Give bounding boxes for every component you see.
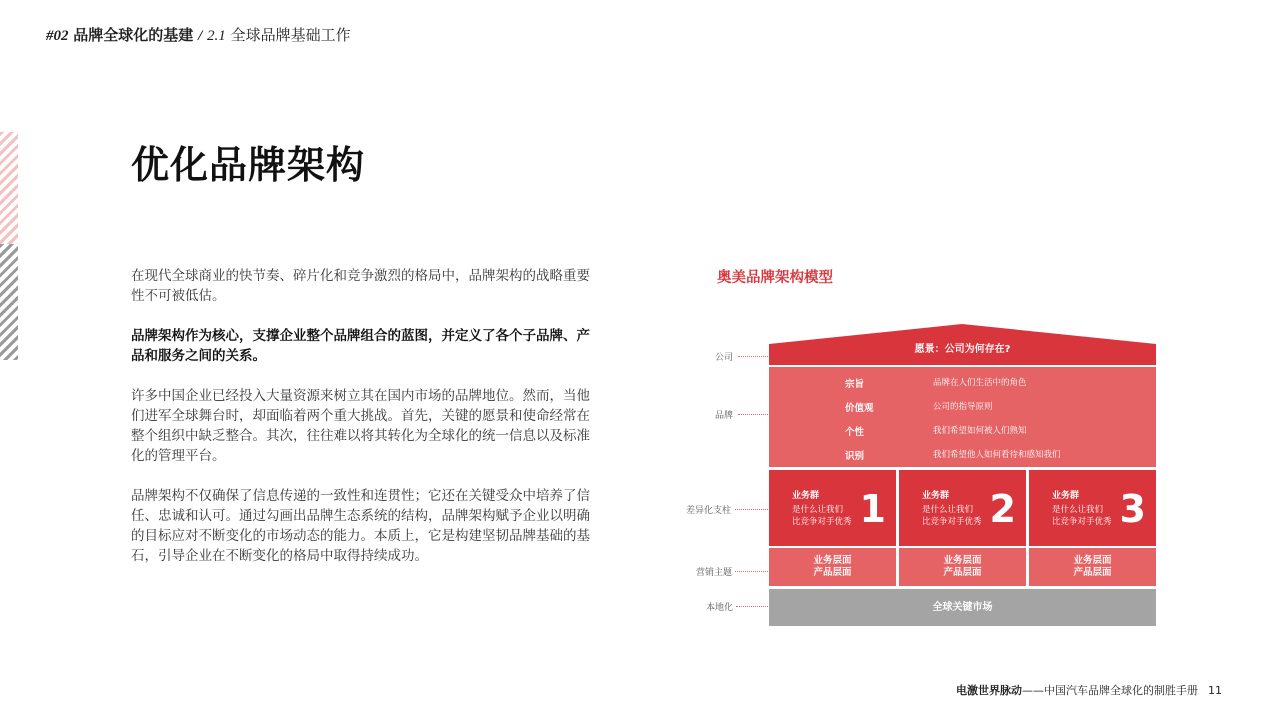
body-paragraph: 许多中国企业已经投入大量资源来树立其在国内市场的品牌地位。然而，当他们进军全球舞台时，却面临着两个重大挑战。首先，关键的愿景和使命经常在整个组织中缺乏整合。其次，往往难以将其转化为全球化的统一信息以及标准化的管理平台。 [131, 388, 590, 464]
pillar-number: 3 [1119, 487, 1146, 531]
diagram-title: 奥美品牌架构模型 [717, 270, 833, 286]
brand-row: 个性 我们希望如何被人们熟知 [845, 426, 1027, 438]
chapter-title: 品牌全球化的基建 [73, 26, 194, 44]
label-pillars: 差异化支柱 [686, 506, 732, 516]
pillar-number: 1 [859, 487, 886, 531]
page-number: 11 [1208, 684, 1222, 697]
pillar-1: 业务群 是什么让我们 比竞争对手优秀 1 [769, 470, 896, 546]
decorative-stripe-pink [0, 132, 18, 244]
footer-subtitle: ——中国汽车品牌全球化的制胜手册 [1022, 684, 1198, 697]
brand-row: 识别 我们希望他人如何看待和感知我们 [845, 450, 1061, 462]
label-company: 公司 [715, 353, 734, 363]
marketing-cell-3: 业务层面 产品层面 [1029, 548, 1156, 586]
section-title: 全球品牌基础工作 [230, 26, 351, 44]
body-text [131, 266, 599, 586]
label-connector [735, 571, 768, 572]
label-connector [736, 606, 768, 607]
footer [956, 682, 1222, 698]
brand-block [769, 367, 1156, 467]
brand-row: 宗旨 品牌在人们生活中的角色 [845, 378, 1027, 390]
label-connector [735, 509, 768, 510]
body-paragraph: 品牌架构不仅确保了信息传递的一致性和连贯性；它还在关键受众中培养了信任、忠诚和认可。通过勾画出品牌生态系统的结构，品牌架构赋予企业以明确的目标应对不断变化的市场动态的能力。本质上，它是构建坚韧品牌基础的基石，引导企业在不断变化的格局中取得持续成功。 [131, 488, 590, 564]
section-number: 2.1 [207, 28, 226, 44]
pillar-2: 业务群 是什么让我们 比竞争对手优秀 2 [899, 470, 1026, 546]
marketing-cell-1: 业务层面 产品层面 [769, 548, 896, 586]
breadcrumb [46, 24, 351, 45]
local-markets-block: 全球关键市场 [769, 589, 1156, 626]
label-connector [738, 356, 768, 357]
body-paragraph-emphasis: 品牌架构作为核心，支撑企业整个品牌组合的蓝图，并定义了各个子品牌、产品和服务之间的关系。 [131, 328, 590, 364]
brand-row: 价值观 公司的指导原则 [845, 402, 993, 414]
page-title: 优化品牌架构 [131, 143, 366, 187]
roof-vision-text: 愿景：公司为何存在? [914, 344, 1011, 355]
pillar-3: 业务群 是什么让我们 比竞争对手优秀 3 [1029, 470, 1156, 546]
pillar-number: 2 [989, 487, 1016, 531]
label-brand: 品牌 [715, 411, 734, 421]
breadcrumb-separator: / [198, 28, 203, 44]
decorative-stripe-gray [0, 244, 18, 360]
label-marketing: 营销主题 [696, 568, 733, 578]
footer-title: 电激世界脉动 [956, 684, 1022, 697]
marketing-cell-2: 业务层面 产品层面 [899, 548, 1026, 586]
chapter-number: #02 [46, 28, 69, 44]
label-connector [738, 414, 768, 415]
label-local: 本地化 [706, 603, 734, 613]
body-paragraph: 在现代全球商业的快节奏、碎片化和竞争激烈的格局中，品牌架构的战略重要性不可被低估。 [131, 268, 590, 304]
